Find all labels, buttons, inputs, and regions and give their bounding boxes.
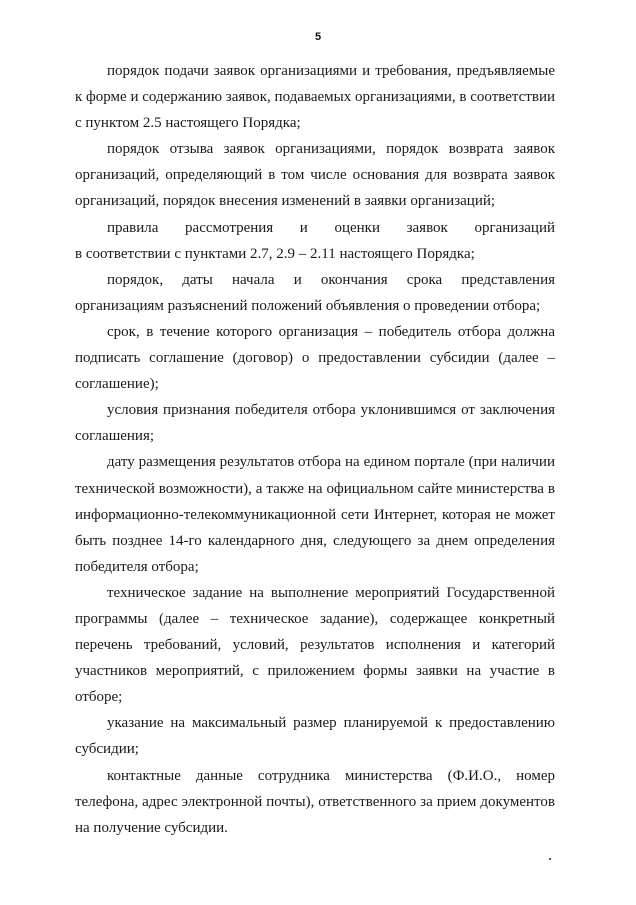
paragraph-results-publication: дату размещения результатов отбора на едином портале (при наличии технической возможности), а также на официальном сайте министерства в информационно-телекоммуникационной сети Интернет, которая не может быть позднее 14-го календарного дня, следующего за днем определения победителя отбора; [75,454,555,575]
paragraph-max-subsidy: указание на максимальный размер планируемой к предоставлению субсидии; [75,715,555,758]
paragraph-evasion-conditions: условия признания победителя отбора уклонившимся от заключения соглашения; [75,402,555,445]
paragraph-review-rules: правила рассмотрения и оценки заявок организаций [107,219,555,236]
scan-dot-mark [549,858,551,860]
paragraph-clarification-dates: порядок, даты начала и окончания срока представления организациям разъяснений положений объявления о проведении отбора; [75,271,555,314]
paragraph-application-procedure: порядок подачи заявок организациями и требования, предъявляемые к форме и содержанию заявок, подаваемых организациями, в соответствии с пунктом 2.5 настоящего Порядка; [75,63,555,132]
document-body [75,58,555,841]
paragraph-technical-task: техническое задание на выполнение мероприятий Государственной программы (далее – техническое задание), содержащее конкретный перечень требований, условий, результатов исполнения и категорий участников мероприятий, с приложением формы заявки на участие в отборе; [75,584,555,706]
paragraph-withdrawal-procedure: порядок отзыва заявок организациями, порядок возврата заявок организаций, определяющий в том числе основания для возврата заявок организаций, порядок внесения изменений в заявки организаций; [75,141,555,210]
paragraph-review-rules-continued: в соответствии с пунктами 2.7, 2.9 – 2.11 настоящего Порядка; [75,245,475,262]
paragraph-agreement-deadline: срок, в течение которого организация – победитель отбора должна подписать соглашение (договор) о предоставлении субсидии (далее – соглашение); [75,323,555,393]
paragraph-contact-details: контактные данные сотрудника министерства (Ф.И.О., номер телефона, адрес электронной почты), ответственного за прием документов на получение субсидии. [75,767,555,836]
page-number: 5 [314,31,322,43]
